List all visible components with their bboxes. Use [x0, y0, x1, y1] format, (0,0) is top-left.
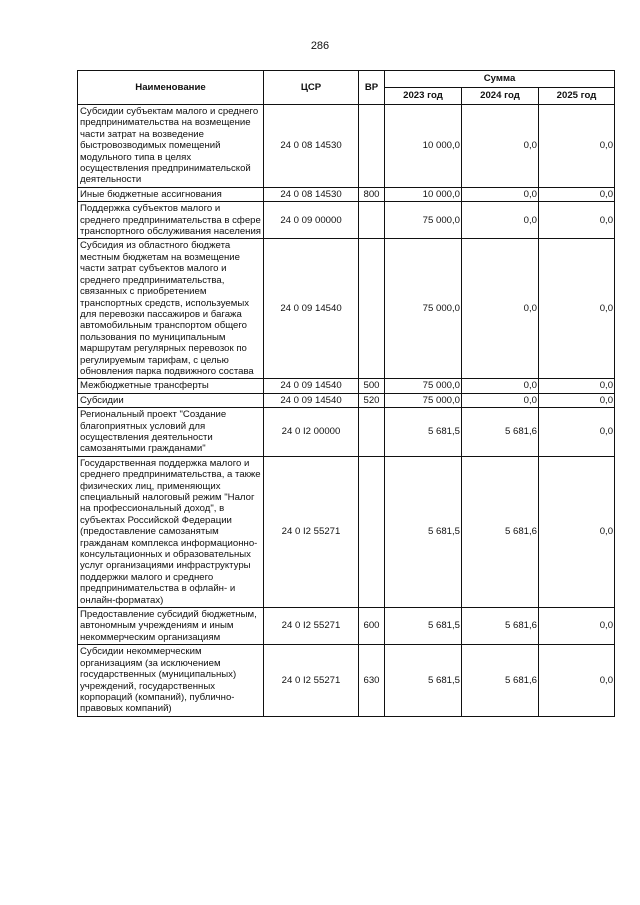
table-row: [78, 393, 615, 407]
row-vr: [359, 202, 385, 239]
header-year-2025: 2025 год: [539, 88, 615, 105]
row-csr: 24 0 08 14530: [264, 105, 359, 188]
row-sum-2024: 0,0: [462, 105, 539, 188]
header-year-2024: 2024 год: [462, 88, 539, 105]
row-sum-2023: 5 681,5: [385, 408, 462, 457]
row-sum-2025: 0,0: [539, 645, 615, 716]
header-year-2023: 2023 год: [385, 88, 462, 105]
row-sum-2025: 0,0: [539, 187, 615, 201]
row-sum-2023: 75 000,0: [385, 393, 462, 407]
row-name: Иные бюджетные ассигнования: [78, 187, 264, 201]
row-sum-2023: 10 000,0: [385, 105, 462, 188]
page-number: 286: [310, 40, 330, 52]
row-name: Субсидии некоммерческим организациям (за исключением государственных (муниципальных) учреждений, государственных корпораций (компаний), публично-правовых компаний): [78, 645, 264, 716]
row-vr: [359, 456, 385, 607]
row-sum-2025: 0,0: [539, 379, 615, 393]
row-csr: 24 0 I2 55271: [264, 456, 359, 607]
table-row: [78, 608, 615, 645]
row-name: Региональный проект "Создание благоприятных условий для осуществления деятельности самозанятыми гражданами": [78, 408, 264, 457]
row-sum-2025: 0,0: [539, 202, 615, 239]
table-row: [78, 645, 615, 716]
table-row: [78, 187, 615, 201]
row-name: Субсидия из областного бюджета местным бюджетам на возмещение части затрат субъектов малого и среднего предпринимательства, связанных с приобретением транспортных средств, используемых для перевозки пассажиров и багажа автомобильным транспортом общего пользования по муниципальным маршрутам регулярных перевозок по регулируемым тарифам, с целью обновления парка подвижного состава: [78, 239, 264, 379]
header-name: Наименование: [78, 71, 264, 105]
row-sum-2024: 0,0: [462, 187, 539, 201]
row-sum-2024: 0,0: [462, 393, 539, 407]
row-sum-2025: 0,0: [539, 239, 615, 379]
row-csr: 24 0 09 00000: [264, 202, 359, 239]
row-sum-2024: 5 681,6: [462, 608, 539, 645]
row-sum-2023: 5 681,5: [385, 645, 462, 716]
row-sum-2023: 5 681,5: [385, 456, 462, 607]
row-vr: 630: [359, 645, 385, 716]
row-sum-2025: 0,0: [539, 105, 615, 188]
row-sum-2023: 75 000,0: [385, 379, 462, 393]
row-vr: 800: [359, 187, 385, 201]
row-vr: [359, 408, 385, 457]
row-vr: 500: [359, 379, 385, 393]
row-sum-2025: 0,0: [539, 408, 615, 457]
row-sum-2024: 0,0: [462, 202, 539, 239]
table-row: [78, 379, 615, 393]
row-sum-2023: 5 681,5: [385, 608, 462, 645]
table-row: [78, 408, 615, 457]
row-sum-2024: 0,0: [462, 239, 539, 379]
table-row: [78, 456, 615, 607]
table-row: [78, 239, 615, 379]
row-name: Предоставление субсидий бюджетным, автономным учреждениям и иным некоммерческим организациям: [78, 608, 264, 645]
row-csr: 24 0 09 14540: [264, 239, 359, 379]
row-csr: 24 0 I2 55271: [264, 645, 359, 716]
row-name: Субсидии: [78, 393, 264, 407]
row-vr: 520: [359, 393, 385, 407]
row-sum-2023: 75 000,0: [385, 239, 462, 379]
row-sum-2025: 0,0: [539, 393, 615, 407]
row-name: Субсидии субъектам малого и среднего предпринимательства на возмещение части затрат на возведение быстровозводимых помещений модульного типа в целях осуществления предпринимательской деятельности: [78, 105, 264, 188]
row-name: Поддержка субъектов малого и среднего предпринимательства в сфере транспортного обслуживания населения: [78, 202, 264, 239]
header-vr: ВР: [359, 71, 385, 105]
row-vr: 600: [359, 608, 385, 645]
row-name: Межбюджетные трансферты: [78, 379, 264, 393]
header-sum: Сумма: [385, 71, 615, 88]
table-body: [78, 105, 615, 717]
row-name: Государственная поддержка малого и среднего предпринимательства, а также физических лиц, применяющих специальный налоговый режим "Налог на профессиональный доход", в субъектах Российской Федерации (предоставление самозанятым гражданам комплекса информационно-консультационных и образовательных услуг организациями инфраструктуры поддержки малого и среднего предпринимательства в офлайн- и онлайн-форматах): [78, 456, 264, 607]
row-sum-2023: 10 000,0: [385, 187, 462, 201]
row-sum-2024: 5 681,6: [462, 408, 539, 457]
row-csr: 24 0 09 14540: [264, 393, 359, 407]
row-sum-2023: 75 000,0: [385, 202, 462, 239]
row-sum-2025: 0,0: [539, 608, 615, 645]
row-sum-2024: 5 681,6: [462, 456, 539, 607]
row-sum-2025: 0,0: [539, 456, 615, 607]
budget-table: [77, 70, 615, 717]
row-csr: 24 0 I2 55271: [264, 608, 359, 645]
table-row: [78, 105, 615, 188]
header-csr: ЦСР: [264, 71, 359, 105]
row-vr: [359, 239, 385, 379]
row-csr: 24 0 09 14540: [264, 379, 359, 393]
row-sum-2024: 5 681,6: [462, 645, 539, 716]
table-row: [78, 202, 615, 239]
row-sum-2024: 0,0: [462, 379, 539, 393]
row-csr: 24 0 08 14530: [264, 187, 359, 201]
row-vr: [359, 105, 385, 188]
row-csr: 24 0 I2 00000: [264, 408, 359, 457]
